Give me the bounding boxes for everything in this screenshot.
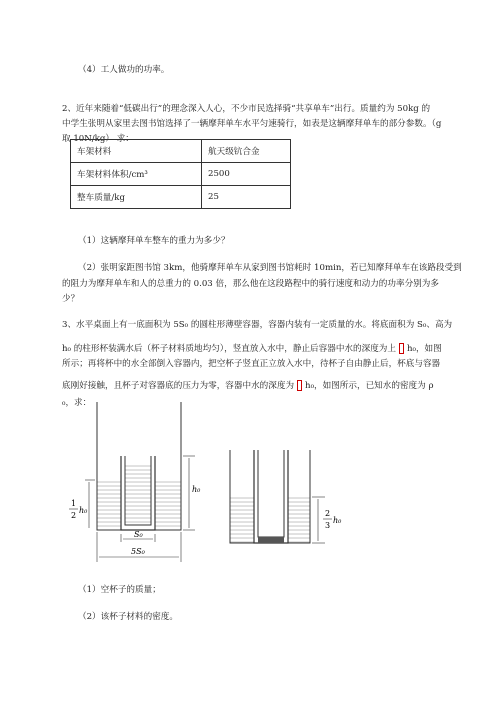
fraction-placeholder-icon	[297, 380, 302, 391]
table-cell: 车架材料体积/cm³	[71, 163, 202, 186]
table-row	[71, 186, 291, 209]
q3-line4-tail: h₀，如图所示，已知水的密度为 ρ	[305, 381, 434, 391]
q2-line1: 2、近年来随着“低碳出行”的理念深入人心，不少市民选择骑“共享单车”出行。质量约为 50kg 的	[62, 104, 431, 114]
q2-sub2-line3: 少？	[62, 294, 80, 304]
q3-line1: 3、水平桌面上有一底面积为 5S₀ 的圆柱形薄壁容器，容器内装有一定质量的水。将底面积为 S₀、高为	[62, 320, 453, 330]
q3-sub2: （2）该杯子材料的密度。	[78, 612, 178, 622]
label-two-thirds-num: 2	[325, 509, 331, 518]
q2-sub1: （1）这辆摩拜单车整车的重力为多少？	[78, 236, 230, 246]
q3-line5: ₀，求：	[62, 398, 92, 408]
q3-line2-tail: h₀，如图	[406, 344, 442, 354]
label-two-thirds-h0: h₀	[333, 516, 342, 525]
table-cell: 车架材料	[71, 140, 202, 163]
q2-line3: 取 10N/kg） 求：	[62, 134, 134, 144]
label-half-den: 2	[71, 511, 77, 520]
cup-water	[125, 463, 151, 525]
q1-part4: （4）工人做功的功率。	[78, 65, 170, 75]
fraction-placeholder-icon	[399, 343, 404, 354]
q3-line2-text: h₀ 的柱形杯装满水后（杯子材料质地均匀），竖直放入水中，静止后容器中水的深度为上	[62, 344, 396, 354]
q3-line4	[62, 380, 434, 392]
bike-param-table	[70, 139, 291, 209]
label-half-num: 1	[71, 499, 77, 508]
q3-line2	[62, 343, 442, 355]
label-half-h0: h₀	[79, 506, 88, 515]
table-cell: 航天级钪合金	[202, 140, 291, 163]
q2-sub2-line2: 的阻力为摩拜单车和人的总重力的 0.03 倍，那么他在这段路程中的骑行速度和动力的功率分别为多	[62, 279, 439, 289]
table-row	[71, 140, 291, 163]
figure-cup-empty	[225, 400, 355, 550]
label-S0: S₀	[134, 530, 143, 539]
label-two-thirds-den: 3	[325, 521, 331, 530]
q3-line3: 所示；再将杯中的水全部倒入容器内，把空杯子竖直正立放入水中，待杯子自由静止后，杯底与容器	[62, 359, 441, 369]
q3-sub1: （1）空杯子的质量；	[78, 585, 161, 595]
table-cell: 整车质量/kg	[71, 186, 202, 209]
table-cell: 2500	[202, 163, 291, 186]
label-5S0: 5S₀	[131, 547, 145, 556]
figure-cup-full	[65, 400, 215, 570]
q3-line4-text: 底刚好接触，且杯子对容器底的压力为零，容器中水的深度为	[62, 381, 295, 391]
table-row	[71, 163, 291, 186]
table-cell: 25	[202, 186, 291, 209]
q2-line2: 中学生张明从家里去图书馆选择了一辆摩拜单车水平匀速骑行，如表是这辆摩拜单车的部分参数。（g	[62, 119, 442, 129]
label-h0: h₀	[192, 485, 201, 494]
q2-sub2-line1: （2）张明家距图书馆 3km，他骑摩拜单车从家到图书馆耗时 10min，若已知摩拜单车在该路段受到	[78, 263, 462, 273]
